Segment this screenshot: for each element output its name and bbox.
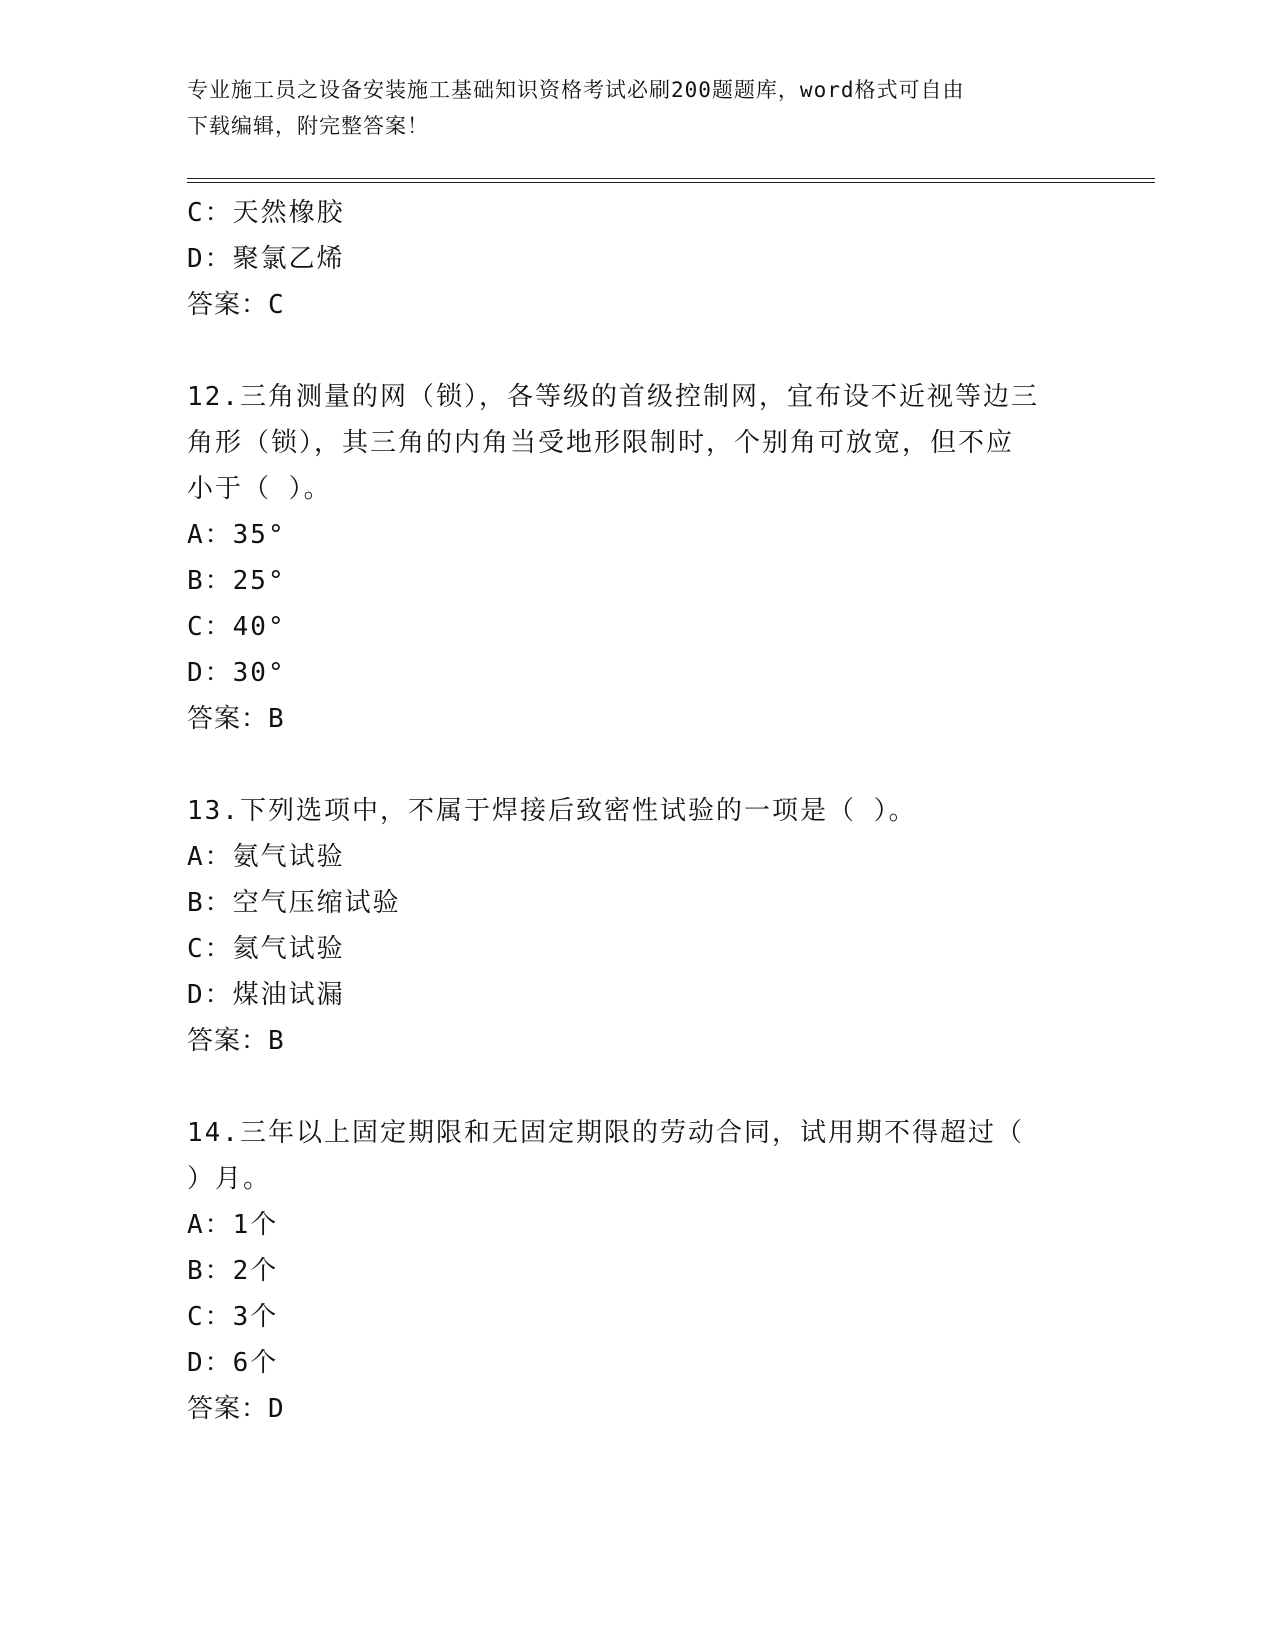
option-a: A：1个 [187, 1210, 279, 1240]
option-c: C：氦气试验 [187, 934, 345, 964]
option-a: A：氨气试验 [187, 842, 345, 872]
question-12 [187, 374, 1087, 742]
option-b: B：2个 [187, 1256, 279, 1286]
document-header [187, 72, 1087, 144]
option-d: D：聚氯乙烯 [187, 244, 345, 274]
header-line-2: 下载编辑，附完整答案！ [187, 114, 429, 138]
question-stem-line: 13.下列选项中，不属于焊接后致密性试验的一项是（ ）。 [187, 796, 917, 826]
header-line-1: 专业施工员之设备安装施工基础知识资格考试必刷200题题库，word格式可自由 [187, 78, 965, 102]
answer: 答案：B [187, 1026, 285, 1056]
question-stem-line: 角形（锁），其三角的内角当受地形限制时，个别角可放宽，但不应 [187, 428, 1015, 458]
header-divider-bottom [187, 182, 1155, 183]
question-list [187, 190, 1087, 1432]
question-stem-line: ）月。 [187, 1164, 272, 1194]
question-stem-line: 14.三年以上固定期限和无固定期限的劳动合同，试用期不得超过（ [187, 1118, 1024, 1148]
option-b: B：空气压缩试验 [187, 888, 401, 918]
question-stem-line: 小于（ ）。 [187, 474, 332, 504]
answer: 答案：B [187, 704, 285, 734]
spacer [187, 742, 1087, 788]
question-stem-line: 12.三角测量的网（锁），各等级的首级控制网，宜布设不近视等边三 [187, 382, 1039, 412]
header-divider-top [187, 178, 1155, 179]
option-d: D：煤油试漏 [187, 980, 345, 1010]
spacer [187, 1064, 1087, 1110]
spacer [187, 328, 1087, 374]
answer: 答案：D [187, 1394, 285, 1424]
option-c: C：天然橡胶 [187, 198, 345, 228]
answer: 答案：C [187, 290, 285, 320]
continued-question [187, 190, 1087, 328]
option-d: D：30° [187, 658, 286, 688]
option-a: A：35° [187, 520, 286, 550]
option-d: D：6个 [187, 1348, 279, 1378]
question-14 [187, 1110, 1087, 1432]
option-c: C：40° [187, 612, 286, 642]
option-b: B：25° [187, 566, 286, 596]
question-13 [187, 788, 1087, 1064]
option-c: C：3个 [187, 1302, 279, 1332]
